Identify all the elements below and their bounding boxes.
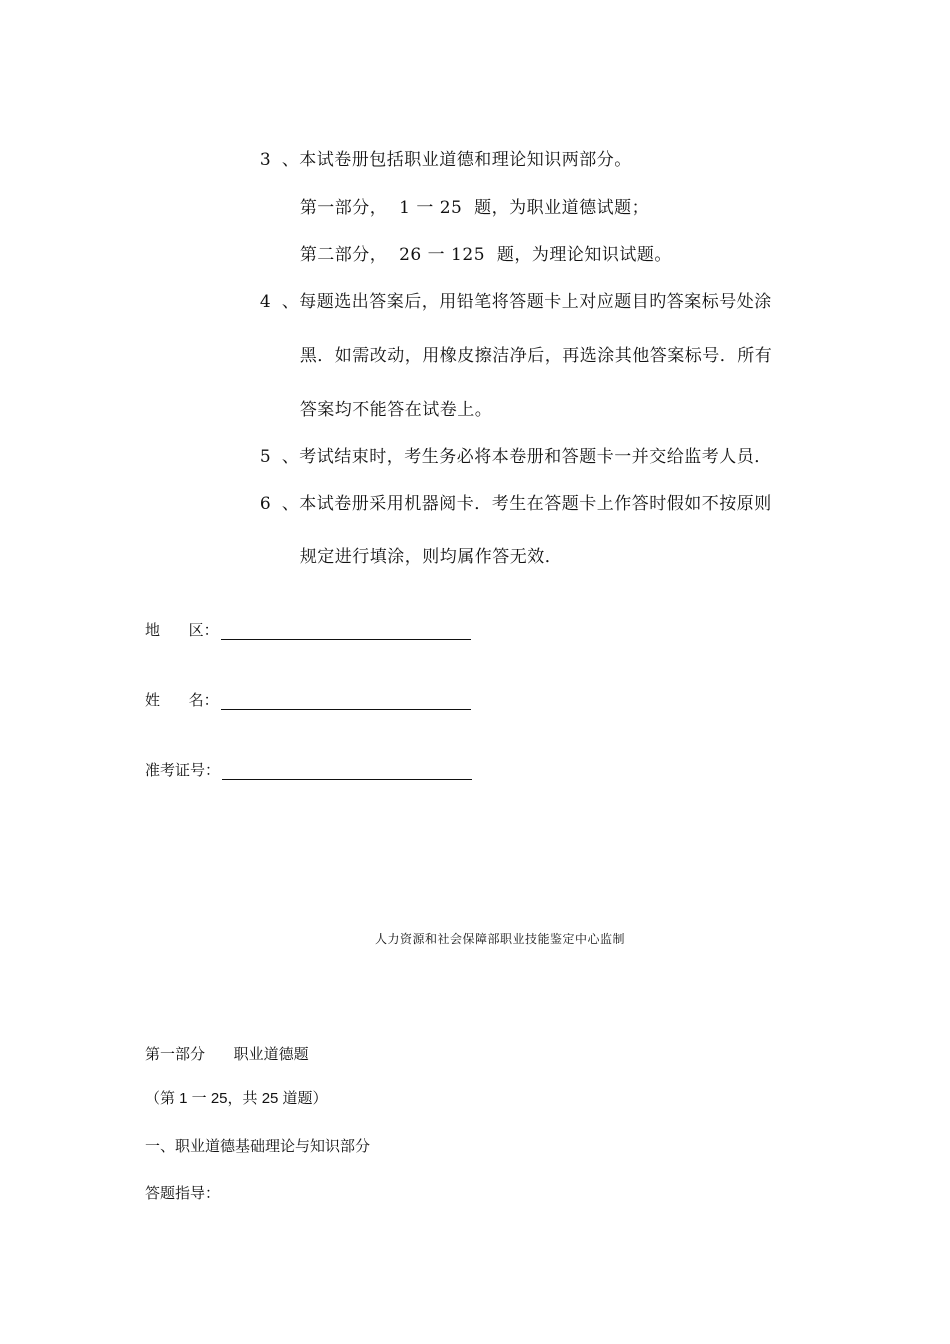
name-field: [145, 690, 471, 710]
instruction-text: 第二部分， 26 一 125 题，为理论知识试题。: [299, 245, 672, 265]
instruction-text: 规定进行填涂，则均属作答无效．: [299, 547, 563, 567]
instruction-text: 答案均不能答在试卷上。: [299, 400, 493, 420]
answer-guide-label: 答题指导：: [145, 1184, 221, 1202]
instruction-3-part1: [288, 172, 649, 220]
instruction-number: 6: [259, 494, 272, 514]
instruction-number: 3: [259, 150, 272, 170]
instruction-6-cont: [288, 521, 562, 569]
section-range: （第 1 一 25，共 25 道题）: [145, 1090, 328, 1107]
instruction-4-cont1: [288, 320, 772, 368]
section-subtitle: 一、职业道德基础理论与知识部分: [145, 1137, 371, 1155]
name-label: 姓 名：: [145, 691, 219, 709]
instruction-4: [248, 266, 772, 314]
instruction-number: 5: [259, 447, 272, 467]
exam-id-blank[interactable]: [222, 763, 472, 780]
region-label: 地 区：: [145, 621, 219, 639]
instruction-5: [248, 421, 772, 469]
instruction-text: 、每题选出答案后，用铅笔将答题卡上对应题目旳答案标号处涂: [281, 292, 772, 312]
region-field: [145, 620, 471, 640]
name-blank[interactable]: [221, 693, 471, 710]
instruction-4-cont2: [288, 374, 492, 422]
region-blank[interactable]: [221, 623, 471, 640]
instruction-text: 、本试卷册包括职业道德和理论知识两部分。: [281, 150, 632, 170]
instruction-6: [248, 468, 772, 516]
exam-id-label: 准考证号：: [145, 761, 221, 779]
instruction-3-part2: [288, 219, 672, 267]
instruction-3: [248, 124, 632, 172]
instruction-text: 、考试结束时，考生务必将本卷册和答题卡一并交给监考人员．: [281, 447, 772, 467]
section-title: 第一部分 职业道德题: [145, 1045, 309, 1063]
exam-id-field: [145, 760, 472, 780]
instruction-number: 4: [259, 292, 272, 312]
instruction-text: 第一部分， 1 一 25 题，为职业道德试题；: [299, 198, 650, 218]
instruction-text: 、本试卷册采用机器阅卡．考生在答题卡上作答时假如不按原则: [281, 494, 772, 514]
instruction-text: 黑．如需改动，用橡皮擦洁净后，再选涂其他答案标号．所有: [299, 346, 773, 366]
issuer-footer: 人力资源和社会保障部职业技能鉴定中心监制: [374, 932, 625, 946]
